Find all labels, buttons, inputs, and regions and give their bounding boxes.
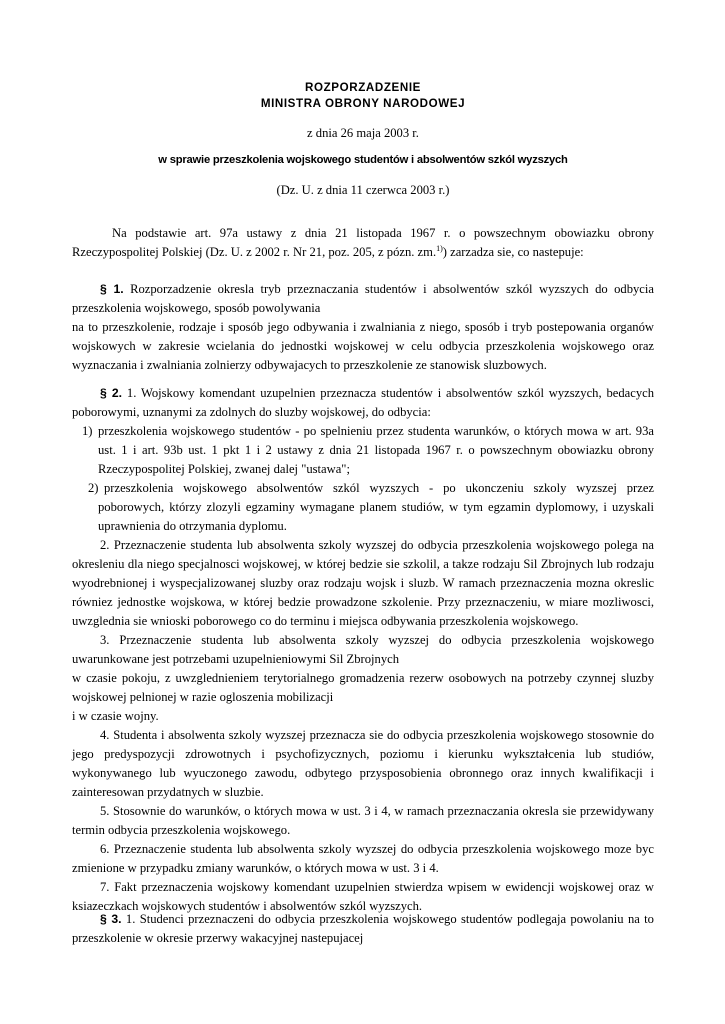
preamble-text-end: ) zarzadza sie, co nastepuje:: [442, 245, 584, 259]
paragraph-1: 1. Studenci przeznaczeni do odbycia przeszkolenia wojskowego studentów podlegaja powolaniu na to przeszkolenie w okresie przerwy wakacyjnej nastepujacej: [72, 912, 654, 945]
section-1: [72, 280, 654, 375]
paragraph-3-continued: w czasie pokoju, z uwzglednieniem terytorialnego gromadzenia rezerw osobowych na potrzeby czynnej sluzby wojskowej pelnionej w razie ogloszenia mobilizacji: [72, 671, 654, 704]
regulation-subject: w sprawie przeszkolenia wojskowego studentów i absolwentów szkól wyzszych: [158, 154, 568, 166]
section-text-continued: na to przeszkolenie, rodzaje i sposób jego odbywania i zwalniania z niego, sposób i tryb postepowania organów wojskowych w zakresie wcielania do jednostki wojskowej w celu odbycia przeszkolenia wojskowego oraz wyznaczania i zwalniania zolnierzy odbywajacych to przeszkolenie ze stanowisk sluzbowych.: [72, 320, 654, 372]
section-mark: § 2.: [100, 386, 123, 400]
section-mark: § 1.: [100, 282, 124, 296]
list-item: [72, 479, 654, 536]
preamble: [72, 224, 654, 262]
paragraph-1: 1. Wojskowy komendant uzupelnien przeznacza studentów i absolwentów szkól wyzszych, bedacych poborowymi, uznanymi za zdolnych do sluzby wojskowej, do odbycia:: [72, 386, 654, 419]
paragraph-2: 2. Przeznaczenie studenta lub absolwenta szkoly wyzszej do odbycia przeszkolenia wojskowego polega na okresleniu dla niego specjalnosci wojskowej, w której bedzie sie szkolil, a takze rodzaju Sil Zbrojnych lub rodzaju wyodrebnionej i wyspecjalizowanej sluzby oraz rodzaju wojsk i sluzb. W ramach przeznaczenia mozna okreslic równiez jednostke wojskowa, w której bedzie prowadzone szkolenie. Przy przeznaczeniu, w miare mozliwosci, uwzglednia sie wnioski poborowego co do terminu i miejsca odbywania przeszkolenia wojskowego.: [72, 538, 654, 628]
paragraph-4: 4. Studenta i absolwenta szkoly wyzszej przeznacza sie do odbycia przeszkolenia wojskowego stosownie do jego predyspozycji zdrowotnych i psychofizycznych, poziomu i kierunku wykształcenia lub studiów, wykonywanego lub wyuczonego zawodu, odbytego przysposobienia obronnego oraz innych kwalifikacji i zainteresowan przydatnych w sluzbie.: [72, 728, 654, 799]
paragraph-3: 3. Przeznaczenie studenta lub absolwenta szkoly wyzszej do odbycia przeszkolenia wojskowego uwarunkowane jest potrzebami uzupelnieniowymi Sil Zbrojnych: [72, 633, 654, 666]
list-item: [72, 422, 654, 479]
section-2: [72, 384, 654, 916]
paragraph-6: 6. Przeznaczenie studenta lub absolwenta szkoly wyzszej do odbycia przeszkolenia wojskowego moze byc zmienione w przypadku zmiany warunków, o których mowa w ust. 3 i 4.: [72, 842, 654, 875]
paragraph-5: 5. Stosownie do warunków, o których mowa w ust. 3 i 4, w ramach przeznaczania okresla sie przewidywany termin odbycia przeszkolenia wojskowego.: [72, 804, 654, 837]
list-item-number: 2): [88, 481, 99, 495]
issuer-title: MINISTRA OBRONY NARODOWEJ: [260, 97, 466, 110]
paragraph-7: 7. Fakt przeznaczenia wojskowy komendant uzupelnien stwierdza wpisem w ewidencji wojskowej oraz w ksiazeczkach wojskowych studentów i absolwentów szkól wyzszych.: [72, 880, 654, 913]
footnote-marker: 1): [436, 243, 443, 253]
section-mark: § 3.: [100, 912, 122, 926]
regulation-title: ROZPORZADZENIE: [305, 81, 421, 94]
publication-reference: (Dz. U. z dnia 11 czerwca 2003 r.): [276, 183, 450, 197]
section-text: Rozporzadzenie okresla tryb przeznaczania studentów i absolwentów szkól wyzszych do odbycia przeszkolenia wojskowego, sposób powolywania: [72, 282, 654, 315]
paragraph-3-end: i w czasie wojny.: [72, 709, 159, 723]
section-3: [72, 910, 654, 948]
list-item-text: przeszkolenia wojskowego studentów - po spelnieniu przez studenta warunków, o których mowa w art. 93a ust. 1 i art. 93b ust. 1 pkt 1 i 2 ustawy z dnia 21 listopada 1967 r. o powszechnym obowiazku obrony Rzeczypospolitej Polskiej, zwanej dalej "ustawa";: [98, 424, 654, 476]
preamble-text: Na podstawie art. 97a ustawy z dnia 21 listopada 1967 r. o powszechnym obowiazku obrony Rzeczypospolitej Polskiej (Dz. U. z 2002 r. Nr 21, poz. 205, z pózn. zm.: [72, 226, 654, 259]
list-item-text: przeszkolenia wojskowego absolwentów szkól wyzszych - po ukonczeniu szkoly wyzszej przez poborowych, którzy zlozyli egzaminy wymagane planem studiów, w tym egzamin dyplomowy, i uzyskali uprawnienia do otrzymania dyplomu.: [98, 481, 654, 533]
issue-date: z dnia 26 maja 2003 r.: [307, 126, 419, 140]
list-item-number: 1): [82, 424, 93, 438]
